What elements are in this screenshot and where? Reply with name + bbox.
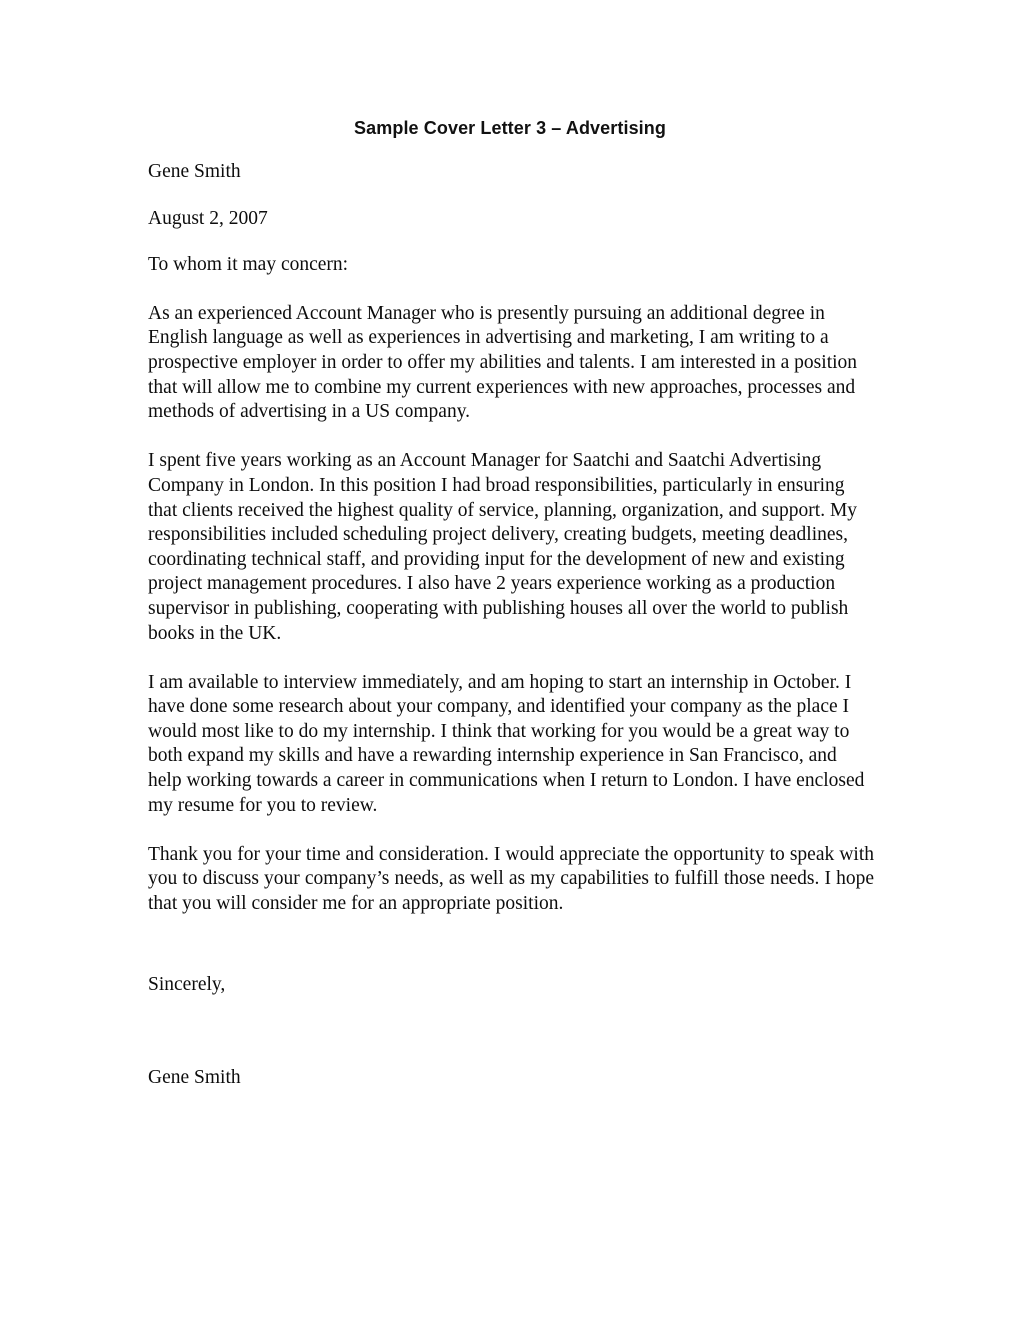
body-paragraph-1: As an experienced Account Manager who is presently pursuing an additional degree in English language as well as experiences in advertising and marketing, I am writing to a prospective employer in order to offer my abilities and talents. I am interested in a position that will allow me to combine my current experiences with new approaches, processes and methods of advertising in a US company. xyxy=(148,302,858,423)
signature-name: Gene Smith xyxy=(148,1067,241,1089)
body-paragraph-3: I am available to interview immediately, and am hoping to start an internship in October. I have done some research about your company, and identified your company as the place I would most like to do my internship. I think that working for you would be a great way to both expand my skills and have a rewarding internship experience in San Francisco, and help working towards a career in communications when I return to London. I have enclosed my resume for you to review. xyxy=(148,671,865,816)
body-paragraph-4: Thank you for your time and consideration. I would appreciate the opportunity to speak with you to discuss your company’s needs, as well as my capabilities to fulfill those needs. I hope that you will consider me for an appropriate position. xyxy=(148,843,874,915)
salutation: To whom it may concern: xyxy=(148,254,349,276)
signature-spacer xyxy=(148,1022,874,1066)
closing-spacer xyxy=(148,941,874,973)
body-paragraph-2: I spent five years working as an Account Manager for Saatchi and Saatchi Advertising Company in London. In this position I had broad responsibilities, particularly in ensuring that clients received the highest quality of service, planning, organization, and support. My responsibilities included scheduling project delivery, creating budgets, meeting deadlines, coordinating technical staff, and providing input for the development of new and existing project management procedures. I also have 2 years experience working as a production supervisor in publishing, cooperating with publishing houses all over the world to publish books in the UK. xyxy=(148,450,858,644)
closing-line: Sincerely, xyxy=(148,974,226,996)
letter-body xyxy=(148,160,874,1091)
date-line: August 2, 2007 xyxy=(148,207,268,229)
page-title: Sample Cover Letter 3 – Advertising xyxy=(354,118,666,138)
sender-name: Gene Smith xyxy=(148,161,241,182)
